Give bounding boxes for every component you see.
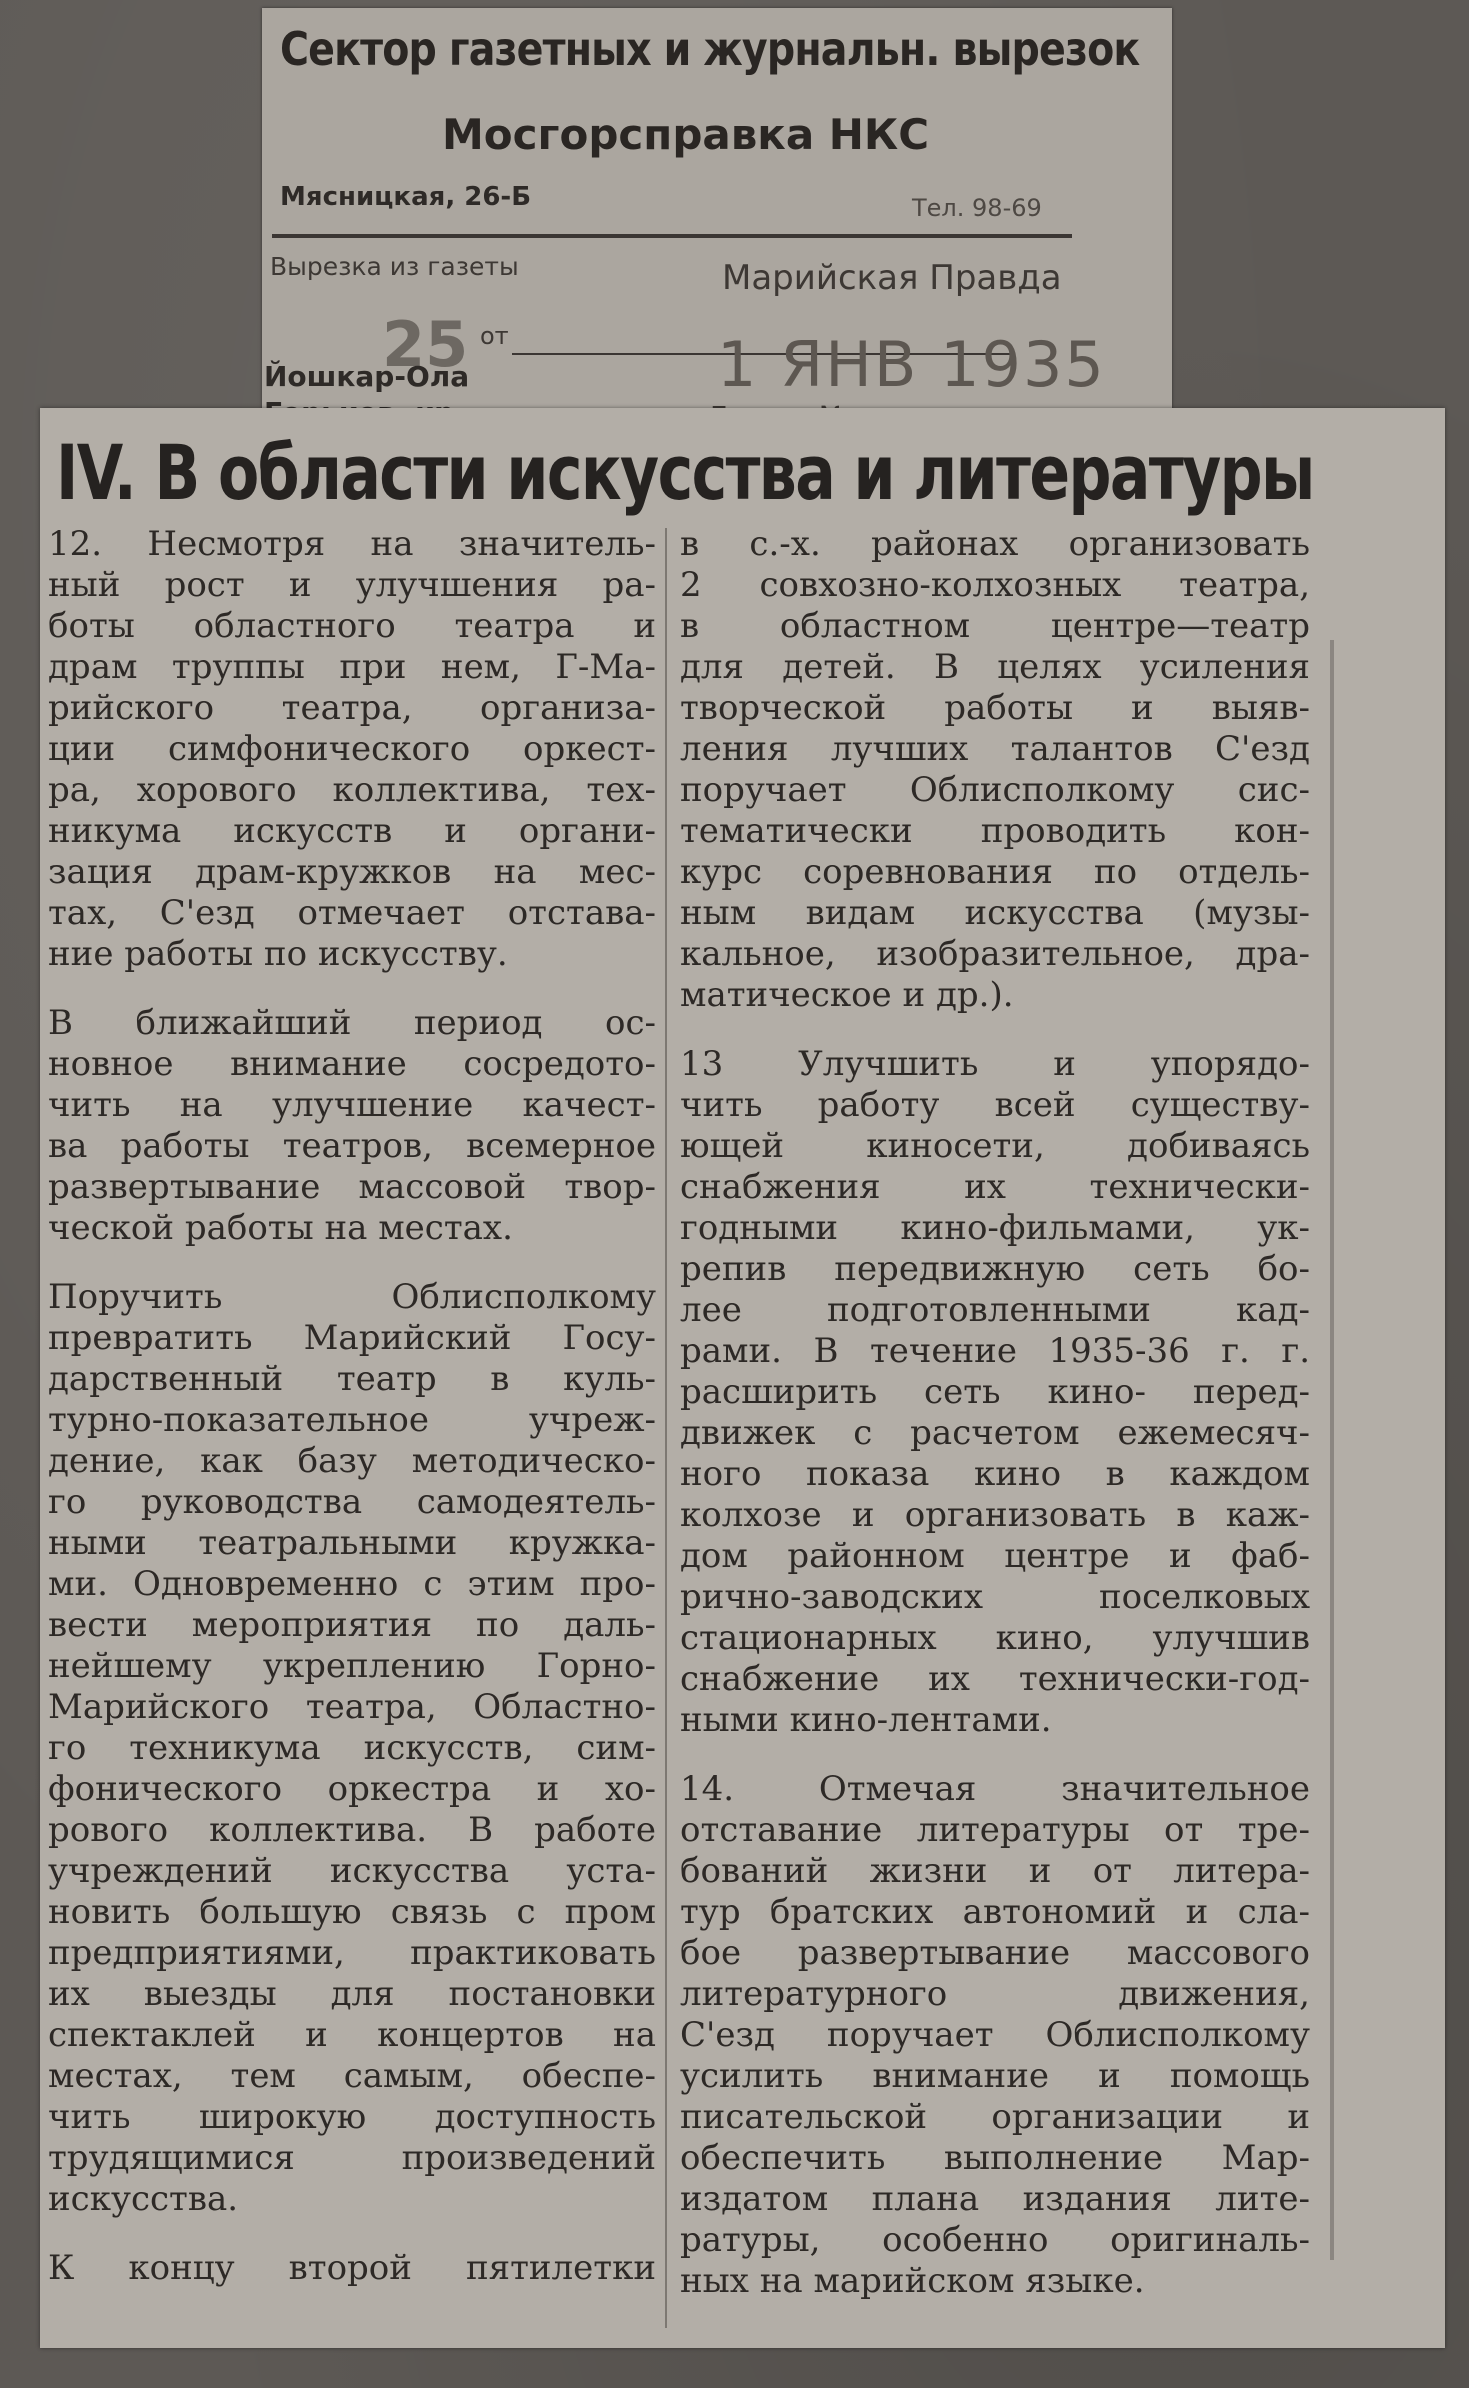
text-line: ющей киносети, добиваясь xyxy=(680,1126,1310,1166)
text-line: чить широкую доступность xyxy=(48,2097,656,2137)
text-line: их выезды для постановки xyxy=(48,1974,656,2014)
paragraph-gap xyxy=(48,2220,656,2248)
text-line: ции симфонического оркест- xyxy=(48,729,656,769)
text-line: го руководства самодеятель- xyxy=(48,1482,656,1522)
paragraph-gap xyxy=(48,975,656,1003)
text-line: Поручить Облисполкому xyxy=(48,1277,656,1317)
text-line: поручает Облисполкому сис- xyxy=(680,770,1310,810)
text-line: репив передвижную сеть бо- xyxy=(680,1249,1310,1289)
text-line: обеспечить выполнение Мар- xyxy=(680,2138,1310,2178)
text-line: ных на марийском языке. xyxy=(680,2261,1145,2301)
text-line: никума искусств и органи- xyxy=(48,811,656,851)
text-line: писательской организации и xyxy=(680,2097,1310,2137)
text-line: 13 Улучшить и упорядо- xyxy=(680,1044,1310,1084)
text-line: лее подготовленными кад- xyxy=(680,1290,1310,1330)
text-line: Марийского театра, Областно- xyxy=(48,1687,656,1727)
text-line: С'езд поручает Облисполкому xyxy=(680,2015,1310,2055)
article-left-column xyxy=(48,524,656,2289)
text-line: нейшему укреплению Горно- xyxy=(48,1646,656,1686)
text-line: снабжения их технически- xyxy=(680,1167,1310,1207)
text-line: годными кино-фильмами, ук- xyxy=(680,1208,1310,1248)
text-line: ными театральными кружка- xyxy=(48,1523,656,1563)
text-line: ными кино-лентами. xyxy=(680,1700,1052,1740)
text-line: К концу второй пятилетки xyxy=(48,2248,656,2288)
text-line: дарственный театр в куль- xyxy=(48,1359,656,1399)
text-line: фонического оркестра и хо- xyxy=(48,1769,656,1809)
text-line: боты областного театра и xyxy=(48,606,656,646)
text-line: рового коллектива. В работе xyxy=(48,1810,656,1850)
text-line: кальное, изобразительное, дра- xyxy=(680,934,1310,974)
text-line: ми. Одновременно с этим про- xyxy=(48,1564,656,1604)
newspaper-clipping xyxy=(40,408,1445,2348)
text-line: тематически проводить кон- xyxy=(680,811,1310,851)
text-line: ным видам искусства (музы- xyxy=(680,893,1310,933)
clipping-agency-stamp xyxy=(262,8,1172,448)
text-line: спектаклей и концертов на xyxy=(48,2015,656,2055)
text-line: ного показа кино в каждом xyxy=(680,1454,1310,1494)
text-line: рично-заводских поселковых xyxy=(680,1577,1310,1617)
text-line: ратуры, особенно оригиналь- xyxy=(680,2220,1310,2260)
text-line: местах, тем самым, обеспе- xyxy=(48,2056,656,2096)
paragraph-gap xyxy=(48,1249,656,1277)
text-line: учреждений искусства уста- xyxy=(48,1851,656,1891)
text-line: превратить Марийский Госу- xyxy=(48,1318,656,1358)
stamp-date: 1 ЯНВ 1935 xyxy=(717,328,1106,401)
text-line: ный рост и улучшения ра- xyxy=(48,565,656,605)
text-line: ческой работы на местах. xyxy=(48,1208,513,1248)
paragraph-gap xyxy=(680,1741,1310,1769)
stamp-address: Мясницкая, 26-Б xyxy=(280,182,532,212)
text-line: чить работу всей существу- xyxy=(680,1085,1310,1125)
text-line: отставание литературы от тре- xyxy=(680,1810,1310,1850)
text-line: ра, хорового коллектива, тех- xyxy=(48,770,656,810)
text-line: бований жизни и от литера- xyxy=(680,1851,1310,1891)
text-line: ления лучших талантов С'езд xyxy=(680,729,1310,769)
text-line: матическое и др.). xyxy=(680,975,1014,1015)
text-line: движек с расчетом ежемесяч- xyxy=(680,1413,1310,1453)
stamp-from-label: от xyxy=(480,322,509,350)
stamp-divider xyxy=(272,234,1072,238)
text-line: трудящимися произведений xyxy=(48,2138,656,2178)
text-line: 12. Несмотря на значитель- xyxy=(48,524,656,564)
text-line: 14. Отмечая значительное xyxy=(680,1769,1310,1809)
text-line: тах, С'езд отмечает отстава- xyxy=(48,893,656,933)
stamp-issue-number: 25 xyxy=(382,308,469,381)
text-line: В ближайший период ос- xyxy=(48,1003,656,1043)
text-line: новное внимание сосредото- xyxy=(48,1044,656,1084)
text-line: бое развертывание массового xyxy=(680,1933,1310,1973)
text-line: го техникума искусств, сим- xyxy=(48,1728,656,1768)
text-line: снабжение их технически-год- xyxy=(680,1659,1310,1699)
text-line: рийского театра, организа- xyxy=(48,688,656,728)
text-line: тур братских автономий и сла- xyxy=(680,1892,1310,1932)
stamp-city-1: Йошкар-Ола xyxy=(264,360,470,393)
text-line: творческой работы и выяв- xyxy=(680,688,1310,728)
text-line: искусства. xyxy=(48,2179,239,2219)
text-line: предприятиями, практиковать xyxy=(48,1933,656,1973)
text-line: драм труппы при нем, Г-Ма- xyxy=(48,647,656,687)
text-line: вести мероприятия по даль- xyxy=(48,1605,656,1645)
text-line: чить на улучшение качест- xyxy=(48,1085,656,1125)
stamp-title: Сектор газетных и журнальн. вырезок xyxy=(280,22,1140,76)
paragraph-gap xyxy=(680,1016,1310,1044)
text-line: дом районном центре и фаб- xyxy=(680,1536,1310,1576)
text-line: ние работы по искусству. xyxy=(48,934,508,974)
stamp-phone: Тел. 98-69 xyxy=(912,194,1042,222)
stamp-cut-label: Вырезка из газеты xyxy=(270,252,519,281)
text-line: 2 совхозно-колхозных театра, xyxy=(680,565,1310,605)
text-line: для детей. В целях усиления xyxy=(680,647,1310,687)
text-line: в с.-х. районах организовать xyxy=(680,524,1310,564)
text-line: в областном центре—театр xyxy=(680,606,1310,646)
article-headline: IV. В области искусства и литературы xyxy=(56,428,1314,517)
text-line: стационарных кино, улучшив xyxy=(680,1618,1310,1658)
text-line: расширить сеть кино- перед- xyxy=(680,1372,1310,1412)
article-right-column xyxy=(680,524,1310,2302)
text-line: усилить внимание и помощь xyxy=(680,2056,1310,2096)
text-line: издатом плана издания лите- xyxy=(680,2179,1310,2219)
text-line: зация драм-кружков на мес- xyxy=(48,852,656,892)
text-line: развертывание массовой твор- xyxy=(48,1167,656,1207)
text-line: литературного движения, xyxy=(680,1974,1310,2014)
text-line: рами. В течение 1935-36 г. г. xyxy=(680,1331,1310,1371)
text-line: колхозе и организовать в каж- xyxy=(680,1495,1310,1535)
text-line: турно-показательное учреж- xyxy=(48,1400,656,1440)
column-divider xyxy=(665,528,667,2328)
text-line: дение, как базу методическо- xyxy=(48,1441,656,1481)
text-line: новить большую связь с пром xyxy=(48,1892,656,1932)
text-line: ва работы театров, всемерное xyxy=(48,1126,656,1166)
text-line: курс соревнования по отдель- xyxy=(680,852,1310,892)
stamp-organization: Мосгорсправка НКС xyxy=(442,110,930,159)
column-edge-line xyxy=(1330,640,1334,2260)
stamp-newspaper-name: Марийская Правда xyxy=(722,258,1062,298)
